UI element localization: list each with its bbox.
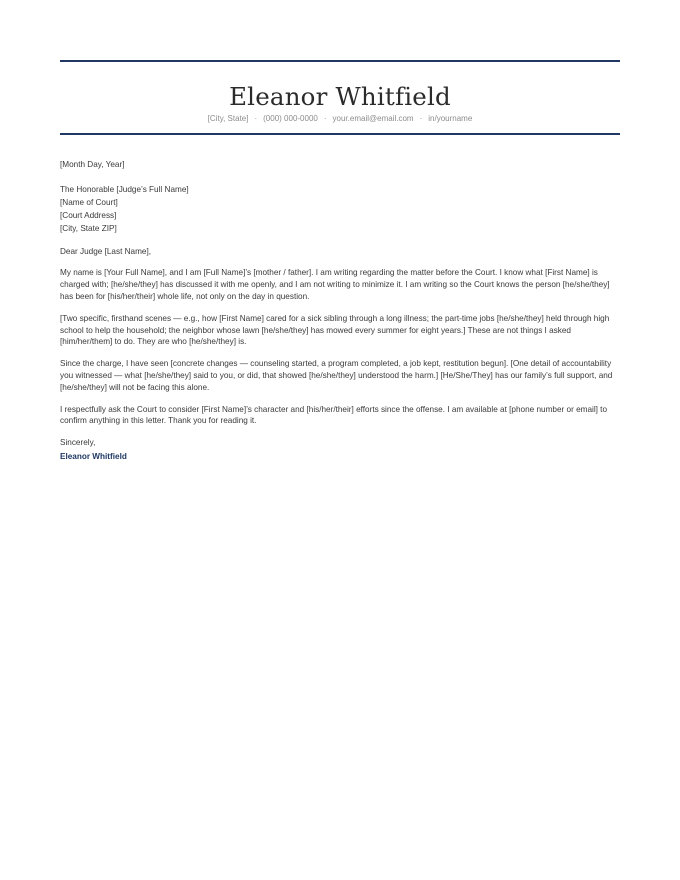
recipient-line-address: [Court Address] <box>60 211 117 221</box>
recipient-line-judge: The Honorable [Judge’s Full Name] <box>60 184 189 194</box>
contact-email: your.email@email.com <box>332 114 414 123</box>
body-paragraph: Since the charge, I have seen [concrete changes — counseling started, a program completed, a job kept, restitution begun]. [One detail of accountability you witnessed — what [he/she/they] said to you, or did, that showed [he/she/they] understood the harm.] [He/She/They] has our family’s full support, and [he/she/they] will not be facing this alone. <box>60 359 613 392</box>
contact-separator: · <box>254 114 258 123</box>
letter-page <box>60 0 620 463</box>
body-paragraph: My name is [Your Full Name], and I am [Full Name]’s [mother / father]. I am writing regarding the matter before the Court. I know what [First Name] is charged with; [he/she/they] has discussed it with me openly, and I am not writing to minimize it. I am writing so the Court knows the person [he/she/they] has been for [his/her/their] whole life, not only on the day in question. <box>60 268 610 301</box>
letter-date: [Month Day, Year] <box>60 160 125 169</box>
body-paragraph: I respectfully ask the Court to consider [First Name]’s character and [his/her/their] efforts since the offense. I am available at [phone number or email] to confirm anything in this letter. Thank you for reading it. <box>60 404 608 426</box>
header-bottom-rule <box>60 133 620 135</box>
contact-separator: · <box>419 114 423 123</box>
contact-line <box>60 113 620 125</box>
contact-location: [City, State] <box>207 114 249 123</box>
contact-phone: (000) 000-0000 <box>263 114 318 123</box>
contact-separator: · <box>323 114 327 123</box>
signature-name: Eleanor Whitfield <box>60 451 127 461</box>
header-top-rule <box>60 60 620 62</box>
recipient-block <box>60 183 620 236</box>
contact-linkedin: in/yourname <box>428 114 473 123</box>
body-paragraph: [Two specific, firsthand scenes — e.g., how [First Name] cared for a sick sibling through a long illness; the part-time jobs [he/she/they] held through high school to help the household; the neighbor whose lawn [he/she/they] has mowed every summer for eight years.] These are not things I asked [him/her/them] to do. They are who [he/she/they] is. <box>60 313 610 347</box>
recipient-line-court: [Name of Court] <box>60 198 118 207</box>
closing: Sincerely, <box>60 438 96 448</box>
author-name: Eleanor Whitfield <box>229 82 451 111</box>
salutation: Dear Judge [Last Name], <box>60 246 152 256</box>
recipient-line-city: [City, State ZIP] <box>60 224 117 234</box>
